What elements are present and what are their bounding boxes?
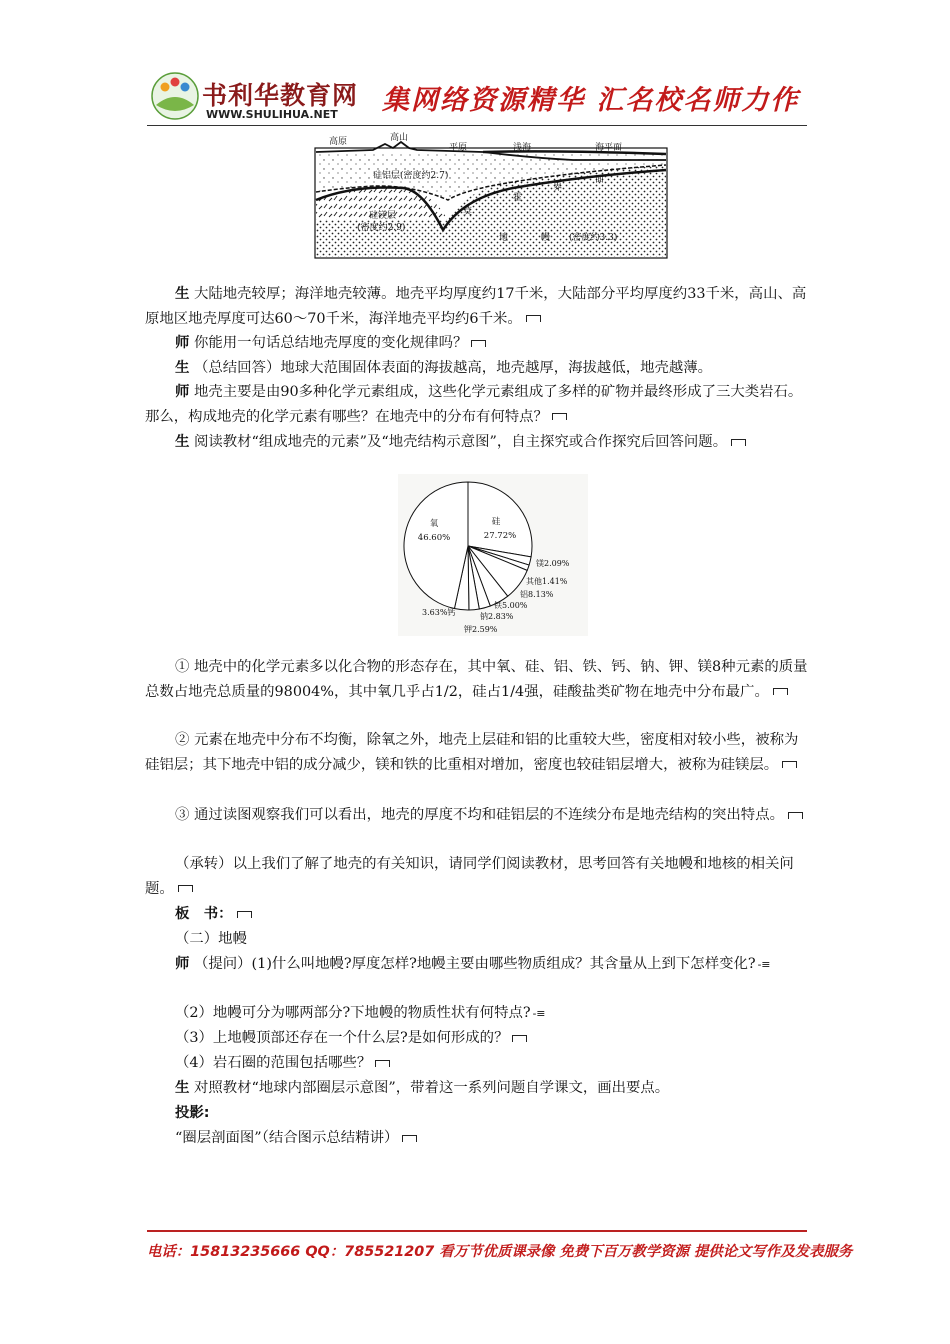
paragraph-text: （承转）以上我们了解了地壳的有关知识，请同学们阅读教材，思考回答有关地幔和地核的相关问题。 (145, 856, 794, 897)
header-divider (147, 125, 807, 126)
edit-mark-icon (402, 1135, 417, 1142)
label-moho-2: 霍 (513, 193, 523, 203)
page-header (150, 68, 806, 126)
label-mantle-density: (密度约3.3) (569, 233, 618, 243)
paragraph-8 (145, 803, 810, 828)
edit-mark-icon (526, 315, 541, 322)
edit-mark-icon (237, 911, 252, 918)
edit-mark-icon (782, 761, 797, 768)
edit-mark-icon (512, 1035, 527, 1042)
paragraph-6 (145, 655, 810, 704)
speaker-label: 生 (175, 286, 190, 302)
pie-label-potassium: 钾2.59% (464, 625, 498, 634)
paragraph-10 (145, 902, 810, 927)
pie-label-iron: 铁5.00% (494, 601, 528, 610)
section-heading: （二）地幔 (175, 931, 247, 947)
speaker-label: 生 (175, 360, 190, 376)
paragraph-text: （3）上地幔顶部还存在一个什么层?是如何形成的？ (175, 1030, 509, 1046)
paragraph-text: （4）岩石圈的范围包括哪些？ (175, 1055, 372, 1071)
pie-label-oxygen-name: 氧 (429, 519, 439, 529)
crust-structure-figure (313, 130, 669, 260)
edit-mark-icon (552, 413, 567, 420)
edit-mark-icon (471, 340, 486, 347)
label-moho-4: 面 (595, 175, 605, 185)
speaker-label: 师 (175, 384, 190, 400)
paragraph-text: ② 元素在地壳中分布不均衡，除氧之外，地壳上层硅和铝的比重较大些，密度相对较小些，被称为硅铝层；其下地壳中铝的成分减少，镁和铁的比重相对增加，密度也较硅铝层增大，被称为硅镁层。 (145, 732, 799, 773)
edit-mark-icon (731, 439, 746, 446)
label-moho-1: 莫 (463, 207, 473, 217)
paragraph-text: 对照教材“地球内部圈层示意图”，带着这一系列问题自学课文，画出要点。 (193, 1080, 670, 1096)
paragraph-text: 大陆地壳较厚；海洋地壳较薄。地壳平均厚度约17千米，大陆部分平均厚度约33千米，高山、高原地区地壳厚度可达60～70千米，海洋地壳平均约6千米。 (145, 286, 807, 327)
paragraph-14 (145, 1026, 810, 1051)
paragraph-13 (145, 1001, 810, 1027)
pie-label-magnesium: 镁2.09% (536, 559, 570, 568)
paragraph-16 (145, 1076, 810, 1101)
speaker-label: 师 (175, 335, 190, 351)
label-sea-level: 海平面 (595, 143, 623, 153)
pie-label-oxygen-value: 46.60% (417, 533, 451, 543)
label-mantle-1: 地 (499, 233, 509, 243)
paragraph-text: （提问）(1)什么叫地幔?厚度怎样?地幔主要由哪些物质组成？其含量从上到下怎样变化? (193, 956, 756, 972)
speaker-label: 生 (175, 1080, 190, 1096)
pie-label-sodium: 钠2.83% (480, 612, 514, 621)
pie-label-calcium: 3.63%钙 (422, 608, 456, 617)
pie-label-silicon-value: 27.72% (483, 531, 517, 541)
label-sima-2: (密度约2.9) (357, 223, 406, 233)
header-slogan: 集网络资源精华 汇名校名师力作 (382, 85, 800, 116)
paragraph-17 (145, 1101, 810, 1126)
pie-label-aluminum: 铝8.13% (520, 590, 554, 599)
edit-mark-icon: -≡ (532, 1007, 546, 1020)
logo-name: 书利华教育网 (202, 81, 359, 110)
label-mantle-2: 幔 (541, 233, 551, 243)
edit-mark-icon (773, 688, 788, 695)
paragraph-text: （总结回答）地球大范围固体表面的海拔越高，地壳越厚，海拔越低，地壳越薄。 (193, 360, 713, 376)
edit-mark-icon (375, 1060, 390, 1067)
logo-url: WWW.SHULIHUA.NET (206, 108, 338, 121)
paragraph-text: ③ 通过读图观察我们可以看出，地壳的厚度不均和硅铝层的不连续分布是地壳结构的突出特点。 (175, 807, 784, 823)
section-label: 投影: (175, 1105, 210, 1121)
paragraph-text: （2）地幔可分为哪两部分?下地幔的物质性状有何特点? (175, 1005, 531, 1021)
paragraph-7 (145, 728, 810, 777)
label-moho-3: 界 (553, 183, 563, 193)
paragraph-11 (145, 927, 810, 952)
paragraph-text: 你能用一句话总结地壳厚度的变化规律吗？ (193, 335, 468, 351)
label-plateau: 高原 (329, 137, 348, 147)
paragraph-15 (145, 1051, 810, 1076)
label-plain: 平原 (449, 143, 468, 153)
paragraph-9 (145, 852, 810, 901)
paragraph-text: 阅读教材“组成地壳的元素”及“地壳结构示意图”，自主探究或合作探究后回答问题。 (193, 434, 728, 450)
edit-mark-icon (788, 812, 803, 819)
paragraph-4 (145, 380, 810, 429)
paragraph-text: 地壳主要是由90多种化学元素组成，这些化学元素组成了多样的矿物并最终形成了三大类岩石。那么，构成地壳的化学元素有哪些？在地壳中的分布有何特点？ (145, 384, 803, 425)
logo-icon (150, 71, 200, 121)
label-sial: 硅铝层(密度约2.7) (373, 171, 449, 181)
edit-mark-icon (178, 885, 193, 892)
paragraph-2 (145, 331, 810, 356)
paragraph-5 (145, 430, 810, 455)
label-sima-1: 硅镁层 (369, 211, 397, 221)
element-pie-chart (398, 474, 588, 636)
edit-mark-icon: -≡ (757, 958, 771, 971)
paragraph-18 (145, 1126, 810, 1151)
speaker-label: 生 (175, 434, 190, 450)
paragraph-text: ① 地壳中的化学元素多以化合物的形态存在，其中氧、硅、铝、铁、钙、钠、钾、镁8种元素的质量总数占地壳总质量的98004%，其中氧几乎占1/2，硅占1/4强，硅酸盐类矿物在地壳中分布最广。 (145, 659, 808, 700)
label-mountain: 高山 (390, 133, 409, 143)
footer-contact: 电话：15813235666 QQ：785521207 看万节优质课录像 免费下百万教学资源 提供论文写作及发表服务 (147, 1244, 853, 1260)
footer-divider (147, 1230, 807, 1232)
section-label: 板 书： (175, 906, 233, 922)
paragraph-3 (145, 356, 810, 381)
paragraph-text: “圈层剖面图”（结合图示总结精讲） (175, 1130, 399, 1146)
speaker-label: 师 (175, 956, 190, 972)
pie-label-other: 其他1.41% (526, 577, 568, 586)
pie-label-silicon-name: 硅 (491, 517, 501, 527)
paragraph-12 (145, 952, 810, 978)
label-shallow-sea: 浅海 (513, 143, 532, 153)
paragraph-1 (145, 282, 810, 331)
